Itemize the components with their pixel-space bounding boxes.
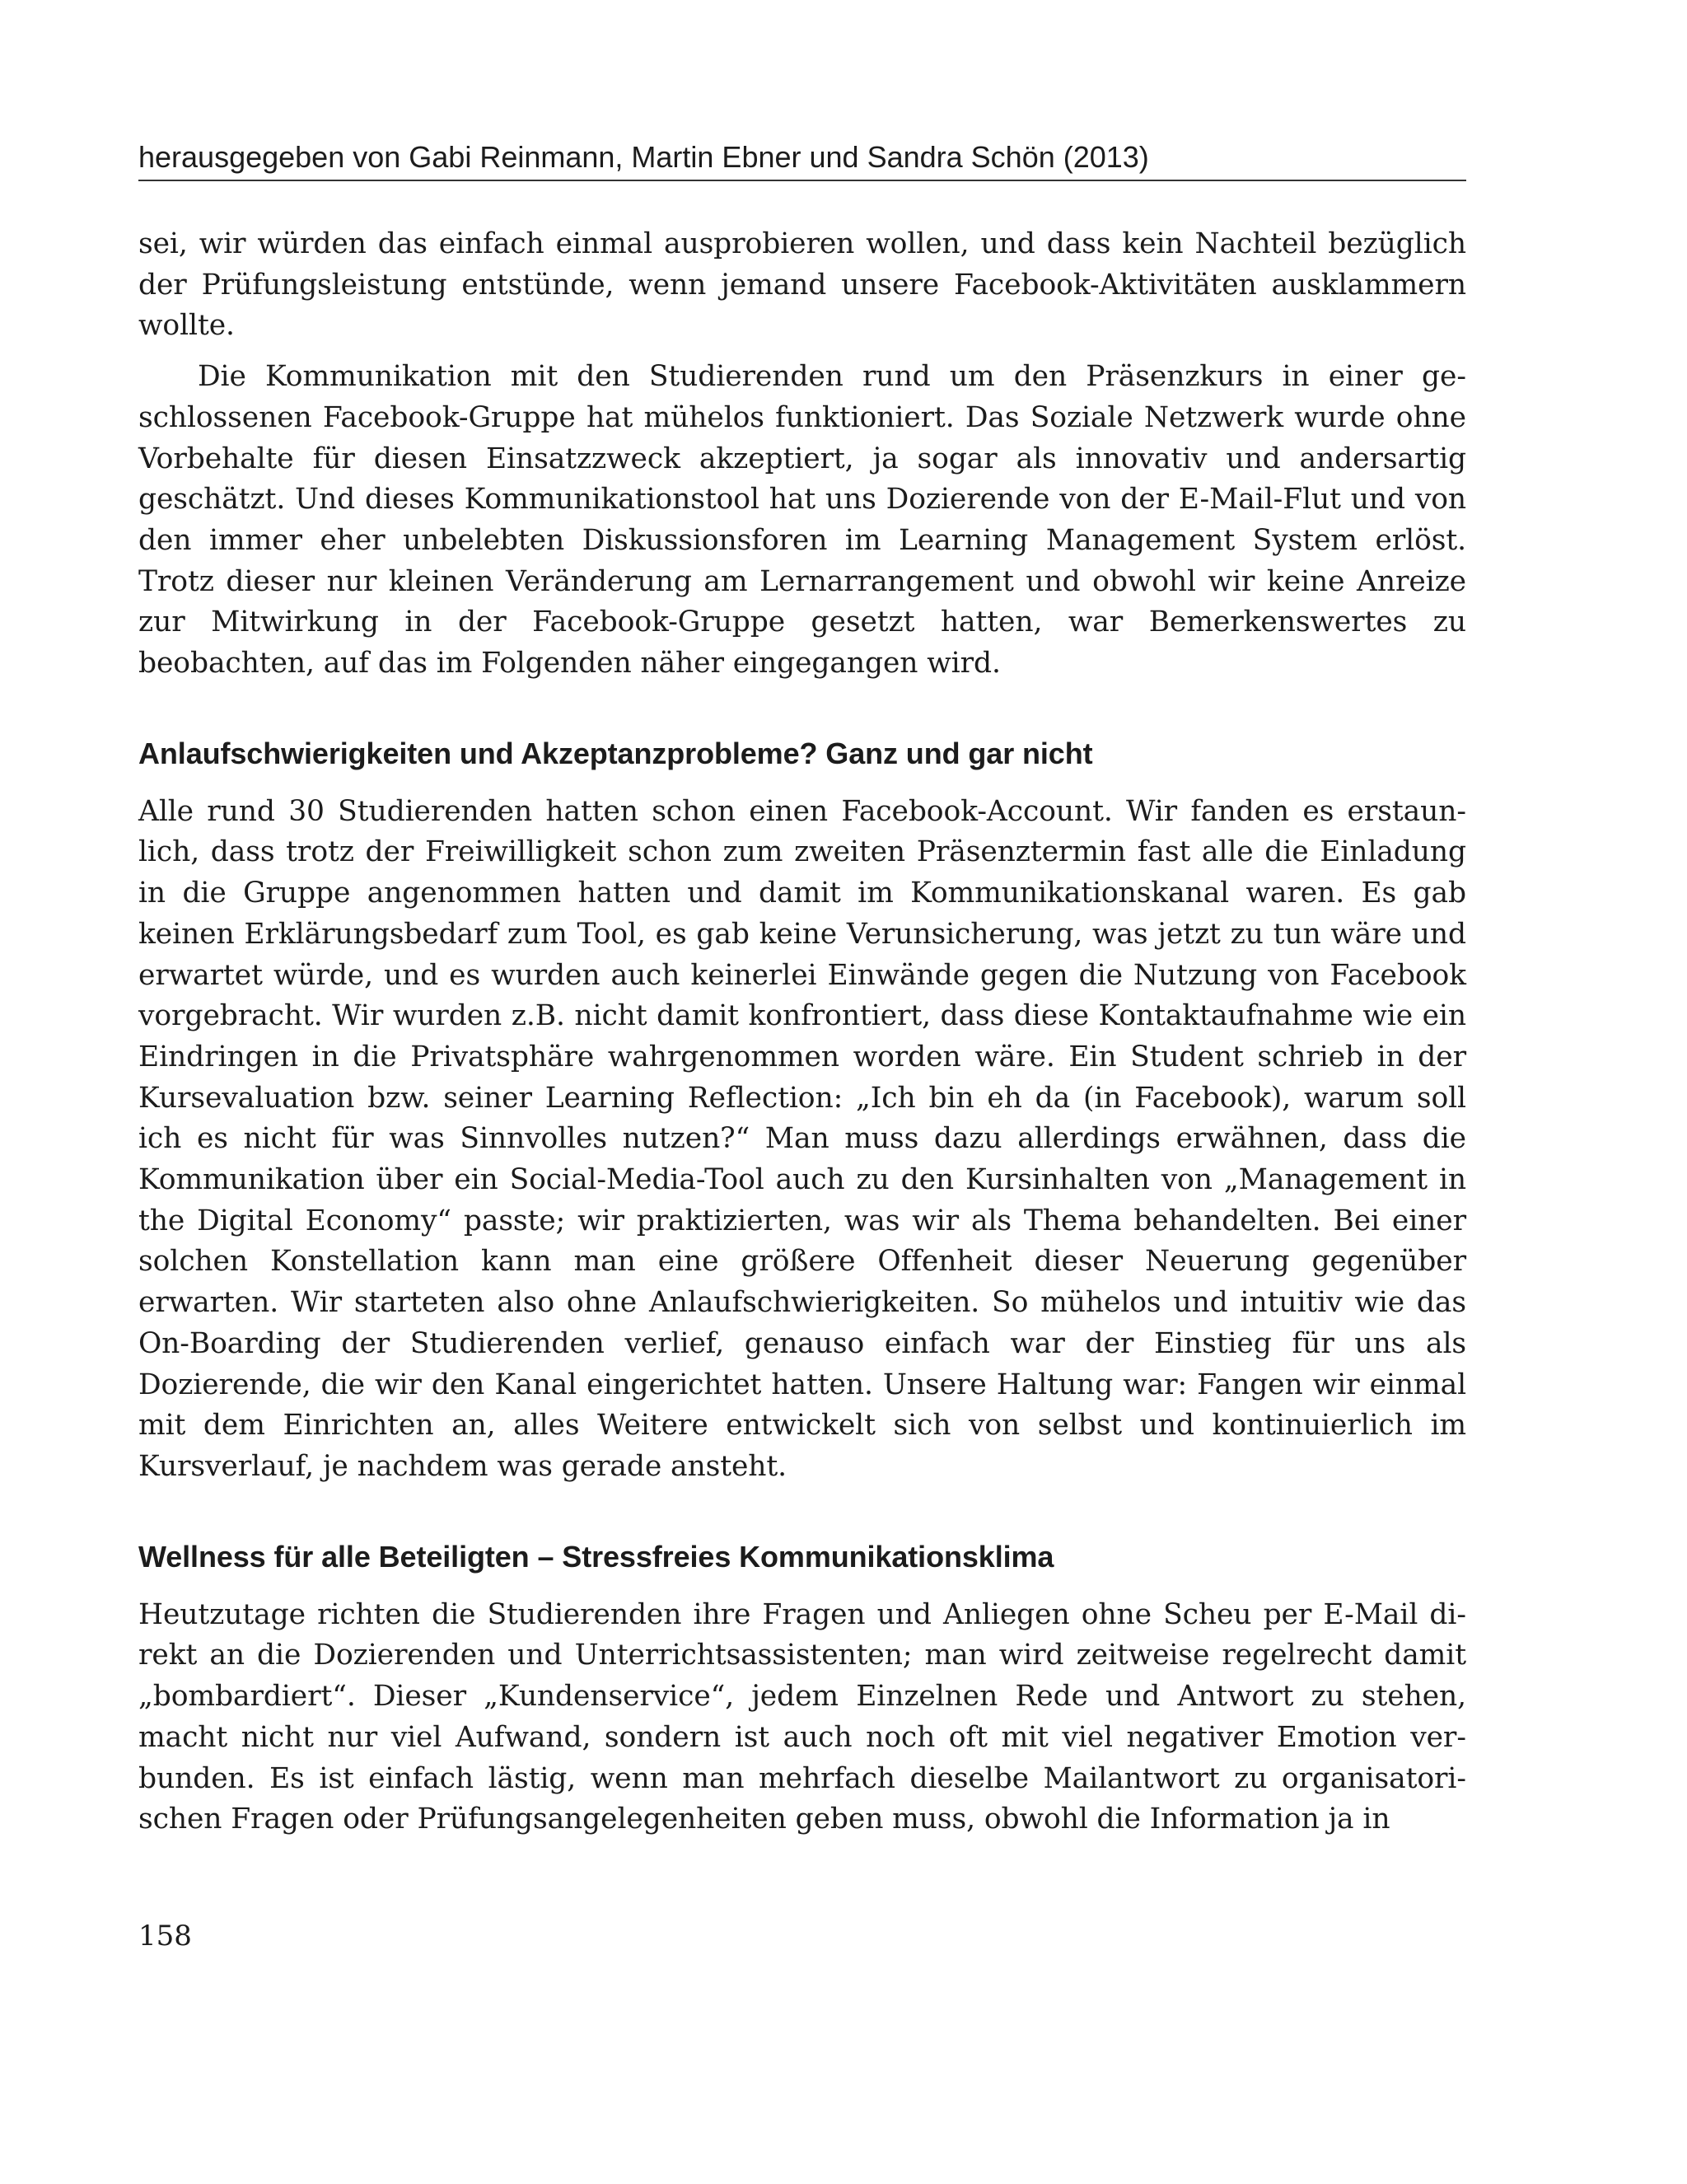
paragraph-communication: Die Kommunikation mit den Studierenden rund um den Präsenzkurs in einer geschlossenen Facebook-Gruppe hat mühelos funktioniert. Das Soziale Netzwerk wurde ohne Vorbehalte für diesen Einsatzzweck akzeptiert, ja sogar als innovativ und andersartig geschätzt. Und dieses Kommunikationstool hat uns Dozierende von der E-Mail-Flut und von den immer eher unbelebten Diskussionsforen im Learning Management System erlöst. Trotz dieser nur kleinen Veränderung am Lernarrangement und obwohl wir keine Anreize zur Mitwirkung in der Facebook-Gruppe gesetzt hatten, war Bemerkenswertes zu beobachten, auf das im Folgenden näher eingegangen wird.	[138, 360, 1466, 680]
page-number: 158	[138, 1920, 192, 1953]
paragraph-continuation: sei, wir würden das einfach einmal ausprobieren wollen, und dass kein Nachteil bezüglich der Prüfungsleistung entstünde, wenn jemand unsere Facebook-Aktivitäten ausklammern wollte.	[138, 227, 1466, 343]
page-body	[138, 224, 1466, 1840]
section-heading-startup: Anlaufschwierigkeiten und Akzeptanzprobleme? Ganz und gar nicht	[138, 736, 1093, 770]
section-heading-wellness: Wellness für alle Beteiligten – Stressfreies Kommunikationsklima	[138, 1539, 1054, 1574]
paragraph-wellness: Heutzutage richten die Studierenden ihre Fragen und Anliegen ohne Scheu per E-Mail direkt an die Dozierenden und Unterrichtsassistenten; man wird zeitweise regelrecht damit „bombardiert“. Dieser „Kundenservice“, jedem Einzelnen Rede und Antwort zu stehen, macht nicht nur viel Aufwand, sondern ist auch noch oft mit viel negativer Emotion verbunden. Es ist einfach lästig, wenn man mehrfach dieselbe Mailantwort zu organisatorischen Fragen oder Prüfungsangelegenheiten geben muss, obwohl die Information ja in	[138, 1597, 1466, 1836]
paragraph-startup: Alle rund 30 Studierenden hatten schon einen Facebook-Account. Wir fanden es erstaunlich, dass trotz der Freiwilligkeit schon zum zweiten Präsenztermin fast alle die Einladung in die Gruppe angenommen hatten und damit im Kommunikationskanal waren. Es gab keinen Erklärungsbedarf zum Tool, es gab keine Verunsicherung, was jetzt zu tun wäre und erwartet würde, und es wurden auch keinerlei Einwände gegen die Nutzung von Facebook vorgebracht. Wir wurden z.B. nicht damit konfrontiert, dass diese Kontaktaufnahme wie ein Eindringen in die Privatsphäre wahrgenommen worden wäre. Ein Student schrieb in der Kursevaluation bzw. seiner Learning Reflection: „Ich bin eh da (in Facebook), warum soll ich es nicht für was Sinnvolles nutzen?“ Man muss dazu allerdings erwähnen, dass die Kommunikation über ein Social-Media-Tool auch zu den Kursinhalten von „Management in the Digital Economy“ passte; wir praktizierten, was wir als Thema behandelten. Bei einer solchen Konstellation kann man eine größere Offenheit dieser Neuerung gegenüber erwarten. Wir starteten also ohne Anlaufschwierigkeiten. So mühelos und intuitiv wie das On-Boarding der Studierenden verlief, genauso einfach war der Einstieg für uns als Dozierende, die wir den Kanal eingerichtet hatten. Unsere Haltung war: Fangen wir einmal mit dem Einrichten an, alles Weitere entwickelt sich von selbst und kontinuierlich im Kursverlauf, je nachdem was gerade ansteht.	[138, 794, 1466, 1483]
running-header: herausgegeben von Gabi Reinmann, Martin Ebner und Sandra Schön (2013)	[138, 138, 1466, 181]
